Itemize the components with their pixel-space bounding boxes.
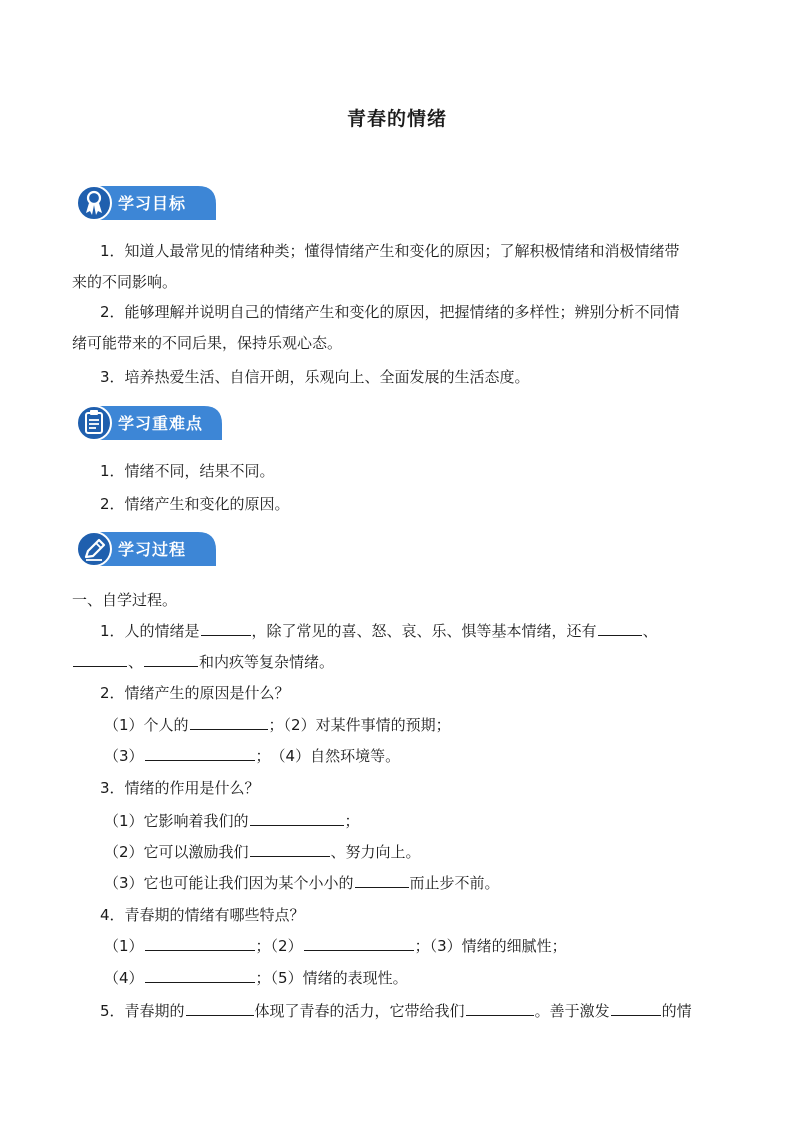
question-1-line-2: 、 和内疚等复杂情绪。 <box>72 651 334 673</box>
banner-label: 学习目标 <box>118 194 187 213</box>
question-2: 2．情绪产生的原因是什么？ <box>100 684 290 702</box>
answer-blank[interactable] <box>144 652 198 667</box>
answer-blank[interactable] <box>611 1001 661 1016</box>
question-2-item-1: （1）个人的 ；（2）对某件事情的预期； <box>104 716 451 734</box>
answer-blank[interactable] <box>304 936 414 951</box>
question-3-item-1: （1）它影响着我们的 ； <box>104 812 360 830</box>
goal-1-line-1: 1．知道人最常见的情绪种类；懂得情绪产生和变化的原因；了解积极情绪和消极情绪带 <box>100 242 680 260</box>
answer-blank[interactable] <box>466 1001 534 1016</box>
section-banner-keypoints <box>74 404 224 444</box>
answer-blank[interactable] <box>145 936 255 951</box>
goal-2-line-1: 2．能够理解并说明自己的情绪产生和变化的原因，把握情绪的多样性；辨别分析不同情 <box>100 303 680 321</box>
page-title: 青春的情绪 <box>346 108 447 130</box>
goal-1-line-2: 来的不同影响。 <box>72 273 178 291</box>
clipboard-icon <box>74 404 114 444</box>
award-ribbon-icon <box>74 184 114 224</box>
answer-blank[interactable] <box>145 746 255 761</box>
banner-label: 学习重难点 <box>118 414 204 433</box>
question-4-item-2: （4） ；（5）情绪的表现性。 <box>104 969 408 987</box>
answer-blank[interactable] <box>250 842 330 857</box>
goal-3: 3．培养热爱生活、自信开朗，乐观向上、全面发展的生活态度。 <box>100 368 530 386</box>
question-4-item-1: （1） ；（2） ；（3）情绪的细腻性； <box>104 937 567 955</box>
answer-blank[interactable] <box>186 1001 254 1016</box>
keypoint-2: 2．情绪产生和变化的原因。 <box>100 495 290 513</box>
question-3: 3．情绪的作用是什么？ <box>100 779 260 797</box>
process-heading: 一、自学过程。 <box>72 591 178 609</box>
banner-label: 学习过程 <box>118 540 187 559</box>
goal-2-line-2: 绪可能带来的不同后果，保持乐观心态。 <box>72 334 343 352</box>
answer-blank[interactable] <box>250 811 344 826</box>
question-3-item-3: （3）它也可能让我们因为某个小小的 而止步不前。 <box>104 874 500 892</box>
answer-blank[interactable] <box>201 621 251 636</box>
keypoint-1: 1．情绪不同，结果不同。 <box>100 462 275 480</box>
question-1-line-1: 1．人的情绪是 ，除了常见的喜、怒、哀、乐、惧等基本情绪，还有 、 <box>100 622 658 640</box>
answer-blank[interactable] <box>355 873 409 888</box>
question-4: 4．青春期的情绪有哪些特点？ <box>100 906 305 924</box>
section-banner-goals <box>74 184 218 224</box>
answer-blank[interactable] <box>73 652 127 667</box>
question-2-item-2: （3） ； （4）自然环境等。 <box>104 747 401 765</box>
question-5-line-1: 5．青春期的 体现了青春的活力，它带给我们 。善于激发 的情 <box>100 1002 692 1020</box>
section-banner-process <box>74 530 218 570</box>
question-3-item-2: （2）它可以激励我们 、努力向上。 <box>104 843 421 861</box>
answer-blank[interactable] <box>145 968 255 983</box>
pencil-icon <box>74 530 114 570</box>
answer-blank[interactable] <box>598 621 642 636</box>
answer-blank[interactable] <box>190 715 268 730</box>
